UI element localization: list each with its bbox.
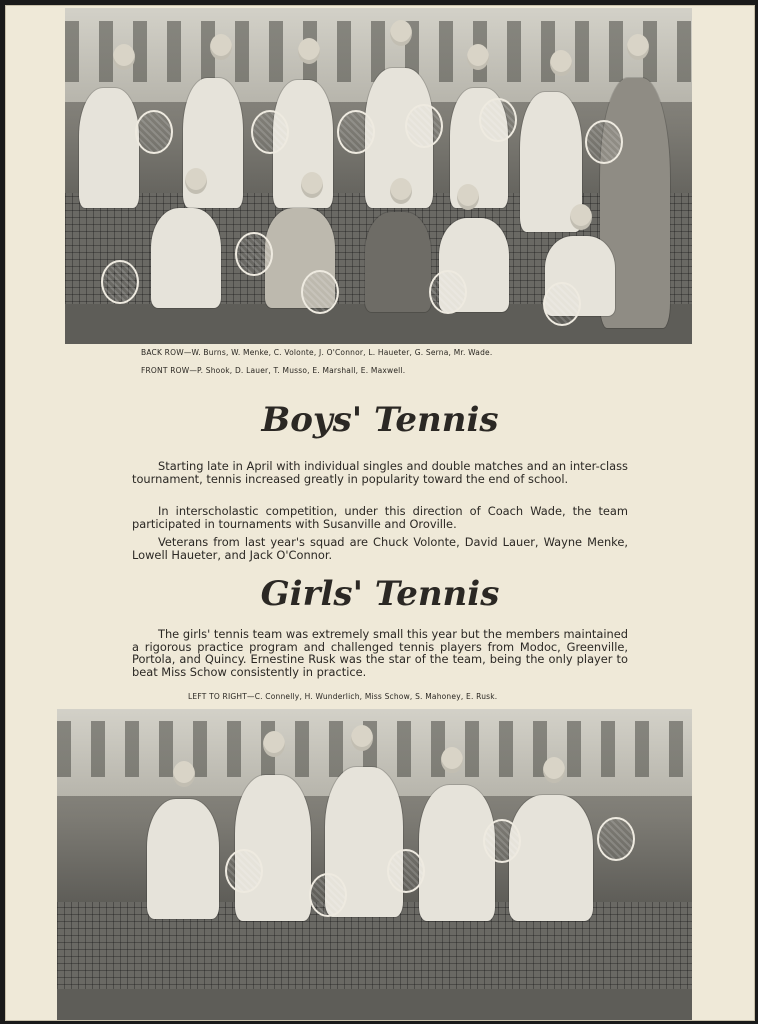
girls-tennis-heading: Girls' Tennis [260,574,500,614]
boys-tennis-photo [65,8,692,344]
girls-tennis-photo [57,709,692,1020]
girls-paragraph: The girls' tennis team was extremely small this year but the members maintained a rigorous practice program and challenged tennis players from Modoc, Greenville, Portola, and Quincy. Ernestine Rusk was the star of the team, being the only player to beat Miss Schow consistently in practice. [132,627,628,679]
yearbook-page [5,5,755,1021]
boys-paragraph-1: Starting late in April with individual singles and double matches and an inter-class tournament, tennis increased greatly in popularity toward the end of school. [132,459,628,486]
boys-tennis-heading: Boys' Tennis [261,400,499,440]
boys-paragraph-3: Veterans from last year's squad are Chuck Volonte, David Lauer, Wayne Menke, Lowell Haueter, and Jack O'Connor. [132,535,628,562]
girls-caption: LEFT TO RIGHT—C. Connelly, H. Wunderlich, Miss Schow, S. Mahoney, E. Rusk. [188,692,498,701]
boys-paragraph-2: In interscholastic competition, under this direction of Coach Wade, the team participated in tournaments with Susanville and Oroville. [132,504,628,531]
boys-caption-front-row: FRONT ROW—P. Shook, D. Lauer, T. Musso, E. Marshall, E. Maxwell. [141,366,406,375]
boys-caption-back-row: BACK ROW—W. Burns, W. Menke, C. Volonte, J. O'Connor, L. Haueter, G. Serna, Mr. Wade. [141,348,493,357]
